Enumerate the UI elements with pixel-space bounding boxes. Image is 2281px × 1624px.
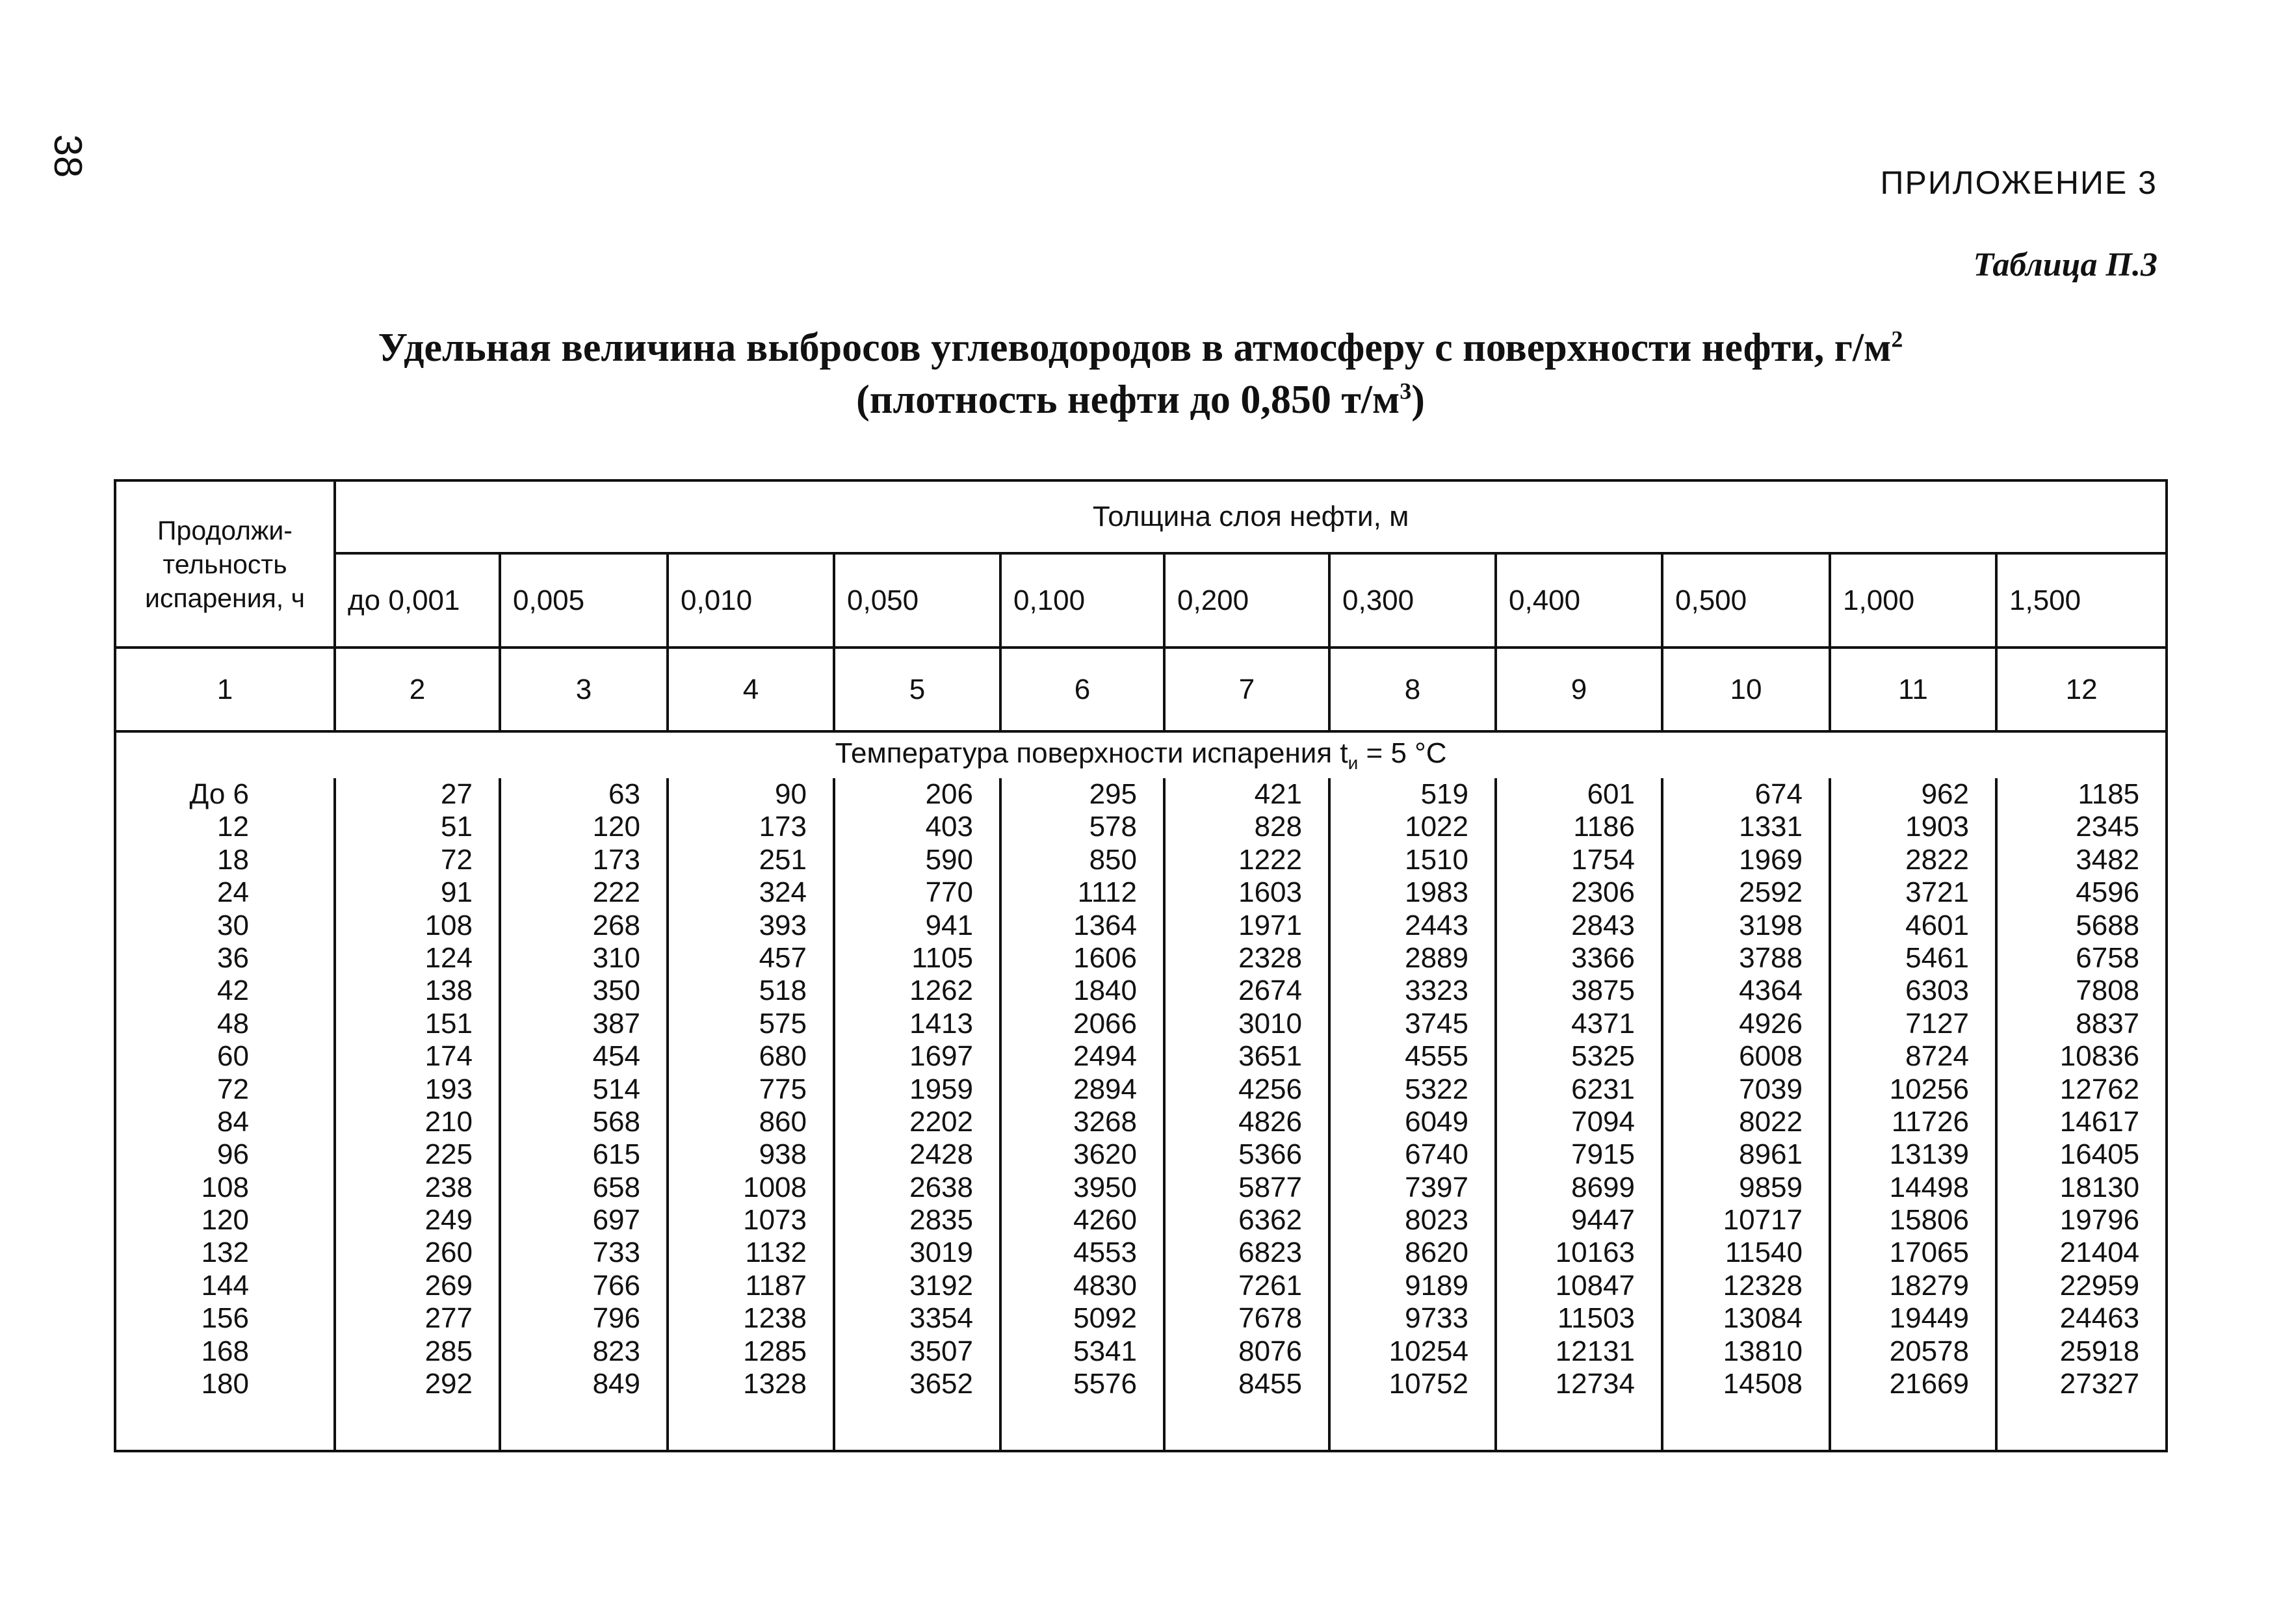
value-cell: 454 bbox=[592, 1040, 640, 1073]
value-cell: 18279 bbox=[1889, 1269, 1969, 1302]
value-cell: 1606 bbox=[1073, 941, 1137, 974]
value-cell: 4553 bbox=[1073, 1237, 1137, 1269]
value-cell: 766 bbox=[592, 1269, 640, 1302]
value-cell: 222 bbox=[592, 876, 640, 909]
value-cell: 849 bbox=[592, 1368, 640, 1400]
thickness-header: Толщина слоя нефти, м bbox=[335, 480, 2167, 553]
value-cell: 2328 bbox=[1238, 941, 1302, 974]
value-cell: 962 bbox=[1921, 778, 1969, 810]
value-cell: 20578 bbox=[1889, 1335, 1969, 1367]
value-cell: 27327 bbox=[2059, 1368, 2140, 1400]
thickness-column-header: 0,005 bbox=[500, 553, 668, 648]
hours-cell: 48 bbox=[217, 1007, 249, 1040]
value-cell: 828 bbox=[1254, 811, 1302, 843]
value-cell: 9447 bbox=[1571, 1204, 1635, 1237]
value-cell: 3721 bbox=[1905, 876, 1969, 909]
value-cell: 2443 bbox=[1405, 909, 1468, 941]
thickness-column-header: 0,100 bbox=[1000, 553, 1164, 648]
value-cell: 7397 bbox=[1405, 1171, 1468, 1203]
hours-cell: 84 bbox=[217, 1105, 249, 1138]
value-cell: 2822 bbox=[1905, 843, 1969, 876]
thickness-column-header: 0,050 bbox=[834, 553, 1000, 648]
value-column bbox=[834, 778, 1000, 1451]
value-cell: 3354 bbox=[909, 1302, 973, 1335]
value-cell: 7094 bbox=[1571, 1105, 1635, 1138]
data-body-row bbox=[115, 778, 2167, 1451]
value-cell: 403 bbox=[925, 811, 973, 843]
value-cell: 1186 bbox=[1573, 811, 1635, 843]
thickness-column-header: 1,500 bbox=[1996, 553, 2167, 648]
value-cell: 4555 bbox=[1405, 1040, 1468, 1073]
value-cell: 6823 bbox=[1238, 1237, 1302, 1269]
value-cell: 2835 bbox=[909, 1204, 973, 1237]
value-cell: 15806 bbox=[1889, 1204, 1969, 1237]
value-cell: 324 bbox=[759, 876, 807, 909]
value-cell: 3788 bbox=[1739, 941, 1803, 974]
value-cell: 568 bbox=[592, 1105, 640, 1138]
title-line2-sup: 3 bbox=[1400, 378, 1412, 404]
value-cell: 1969 bbox=[1739, 843, 1803, 876]
value-cell: 1840 bbox=[1073, 975, 1137, 1007]
value-column bbox=[1996, 778, 2167, 1451]
value-column bbox=[1164, 778, 1329, 1451]
value-column bbox=[1329, 778, 1496, 1451]
value-cell: 3268 bbox=[1073, 1105, 1137, 1138]
value-cell: 13139 bbox=[1889, 1138, 1969, 1171]
value-cell: 4926 bbox=[1739, 1007, 1803, 1040]
value-cell: 225 bbox=[424, 1138, 473, 1171]
value-cell: 260 bbox=[424, 1237, 473, 1269]
value-cell: 2494 bbox=[1073, 1040, 1137, 1073]
hours-column bbox=[115, 778, 335, 1451]
hours-cell: 144 bbox=[201, 1269, 249, 1302]
value-cell: 350 bbox=[592, 975, 640, 1007]
value-cell: 3652 bbox=[909, 1368, 973, 1400]
value-cell: 63 bbox=[608, 778, 640, 810]
column-number-cell: 6 bbox=[1000, 648, 1164, 731]
thickness-column-header: 0,300 bbox=[1329, 553, 1496, 648]
value-cell: 1105 bbox=[911, 941, 973, 974]
value-cell: 21404 bbox=[2059, 1237, 2140, 1269]
value-cell: 1328 bbox=[743, 1368, 807, 1400]
value-cell: 860 bbox=[759, 1105, 807, 1138]
value-cell: 823 bbox=[592, 1335, 640, 1367]
value-cell: 4260 bbox=[1073, 1204, 1137, 1237]
value-cell: 10752 bbox=[1388, 1368, 1468, 1400]
section-value: = 5 °С bbox=[1358, 737, 1447, 770]
column-number-row bbox=[115, 648, 2167, 731]
value-cell: 13810 bbox=[1723, 1335, 1803, 1367]
value-cell: 2306 bbox=[1571, 876, 1635, 909]
value-cell: 269 bbox=[424, 1269, 473, 1302]
value-cell: 277 bbox=[424, 1302, 473, 1335]
value-cell: 10717 bbox=[1723, 1204, 1803, 1237]
hours-cell: 156 bbox=[201, 1302, 249, 1335]
value-cell: 16405 bbox=[2059, 1138, 2140, 1171]
thickness-column-header: 1,000 bbox=[1830, 553, 1996, 648]
value-cell: 9189 bbox=[1405, 1269, 1468, 1302]
value-cell: 770 bbox=[925, 876, 973, 909]
value-cell: 10836 bbox=[2059, 1040, 2140, 1073]
title-line1-text: Удельная величина выбросов углеводородов в атмосферу с поверхности нефти, г/м bbox=[378, 326, 1892, 370]
value-cell: 4256 bbox=[1238, 1073, 1302, 1105]
value-cell: 4601 bbox=[1905, 909, 1969, 941]
value-cell: 393 bbox=[759, 909, 807, 941]
value-cell: 14508 bbox=[1723, 1368, 1803, 1400]
value-cell: 124 bbox=[424, 941, 473, 974]
table-title-line2 bbox=[0, 377, 2281, 423]
value-cell: 4830 bbox=[1073, 1269, 1137, 1302]
value-cell: 310 bbox=[592, 941, 640, 974]
value-cell: 6362 bbox=[1238, 1204, 1302, 1237]
column-number-cell: 12 bbox=[1996, 648, 2167, 731]
value-cell: 8699 bbox=[1571, 1171, 1635, 1203]
value-cell: 3198 bbox=[1739, 909, 1803, 941]
value-cell: 2889 bbox=[1405, 941, 1468, 974]
value-cell: 11726 bbox=[1891, 1105, 1969, 1138]
value-cell: 2843 bbox=[1571, 909, 1635, 941]
hours-cell: 30 bbox=[217, 909, 249, 941]
value-cell: 2638 bbox=[909, 1171, 973, 1203]
value-cell: 7261 bbox=[1238, 1269, 1302, 1302]
hours-cell: 132 bbox=[201, 1237, 249, 1269]
value-cell: 3019 bbox=[909, 1237, 973, 1269]
value-cell: 615 bbox=[592, 1138, 640, 1171]
page-number: 38 bbox=[46, 134, 90, 178]
title-line2-post: ) bbox=[1411, 378, 1425, 422]
value-cell: 19449 bbox=[1889, 1302, 1969, 1335]
value-cell: 295 bbox=[1089, 778, 1137, 810]
value-cell: 8961 bbox=[1739, 1138, 1803, 1171]
value-cell: 12762 bbox=[2059, 1073, 2140, 1105]
value-cell: 3745 bbox=[1405, 1007, 1468, 1040]
column-number-cell: 3 bbox=[500, 648, 668, 731]
value-column bbox=[1662, 778, 1830, 1451]
value-cell: 5325 bbox=[1571, 1040, 1635, 1073]
hours-cell: 108 bbox=[201, 1171, 249, 1203]
column-number-cell: 4 bbox=[668, 648, 834, 731]
value-cell: 12131 bbox=[1555, 1335, 1635, 1367]
value-cell: 1697 bbox=[909, 1040, 973, 1073]
value-cell: 5877 bbox=[1238, 1171, 1302, 1203]
value-cell: 22959 bbox=[2059, 1269, 2140, 1302]
hours-cell: 180 bbox=[201, 1368, 249, 1400]
column-number-cell: 10 bbox=[1662, 648, 1830, 731]
column-number-cell: 9 bbox=[1496, 648, 1662, 731]
column-number-cell: 5 bbox=[834, 648, 1000, 731]
column-number-cell: 7 bbox=[1164, 648, 1329, 731]
value-cell: 1510 bbox=[1405, 843, 1468, 876]
value-cell: 10254 bbox=[1388, 1335, 1468, 1367]
hours-cell: 168 bbox=[201, 1335, 249, 1367]
value-cell: 1262 bbox=[909, 975, 973, 1007]
thickness-column-header: 0,010 bbox=[668, 553, 834, 648]
value-cell: 1112 bbox=[1077, 876, 1137, 909]
value-cell: 1285 bbox=[743, 1335, 807, 1367]
value-cell: 514 bbox=[592, 1073, 640, 1105]
value-cell: 14617 bbox=[2059, 1105, 2140, 1138]
value-cell: 601 bbox=[1587, 778, 1635, 810]
title-line2-pre: (плотность нефти до 0,850 т/м bbox=[856, 378, 1400, 422]
value-cell: 10847 bbox=[1555, 1269, 1635, 1302]
hours-cell: До 6 bbox=[189, 778, 249, 810]
thickness-columns-row bbox=[115, 553, 2167, 648]
value-cell: 8022 bbox=[1739, 1105, 1803, 1138]
value-cell: 2428 bbox=[909, 1138, 973, 1171]
column-number-cell: 11 bbox=[1830, 648, 1996, 731]
value-cell: 680 bbox=[759, 1040, 807, 1073]
value-cell: 13084 bbox=[1723, 1302, 1803, 1335]
value-cell: 6303 bbox=[1905, 975, 1969, 1007]
thickness-column-header: 0,200 bbox=[1164, 553, 1329, 648]
value-cell: 3507 bbox=[909, 1335, 973, 1367]
value-cell: 3323 bbox=[1405, 975, 1468, 1007]
value-cell: 193 bbox=[424, 1073, 473, 1105]
value-cell: 519 bbox=[1420, 778, 1468, 810]
value-cell: 6049 bbox=[1405, 1105, 1468, 1138]
value-cell: 14498 bbox=[1889, 1171, 1969, 1203]
thickness-column-header: 0,400 bbox=[1496, 553, 1662, 648]
value-cell: 7678 bbox=[1238, 1302, 1302, 1335]
value-cell: 4371 bbox=[1571, 1007, 1635, 1040]
value-cell: 2592 bbox=[1739, 876, 1803, 909]
value-cell: 238 bbox=[424, 1171, 473, 1203]
hours-cell: 36 bbox=[217, 941, 249, 974]
value-cell: 590 bbox=[925, 843, 973, 876]
value-cell: 9733 bbox=[1405, 1302, 1468, 1335]
value-cell: 4596 bbox=[2076, 876, 2140, 909]
table-label: Таблица П.3 bbox=[1973, 246, 2157, 283]
value-cell: 850 bbox=[1089, 843, 1137, 876]
value-cell: 3010 bbox=[1238, 1007, 1302, 1040]
value-cell: 173 bbox=[592, 843, 640, 876]
value-cell: 12734 bbox=[1555, 1368, 1635, 1400]
value-cell: 292 bbox=[424, 1368, 473, 1400]
value-cell: 90 bbox=[775, 778, 807, 810]
value-cell: 2202 bbox=[909, 1105, 973, 1138]
value-cell: 1903 bbox=[1905, 811, 1969, 843]
value-cell: 421 bbox=[1254, 778, 1302, 810]
value-cell: 173 bbox=[759, 811, 807, 843]
section-label: Температура поверхности испарения t bbox=[835, 737, 1348, 770]
value-cell: 3366 bbox=[1571, 941, 1635, 974]
value-cell: 8724 bbox=[1905, 1040, 1969, 1073]
value-cell: 6008 bbox=[1739, 1040, 1803, 1073]
value-cell: 7127 bbox=[1905, 1007, 1969, 1040]
value-cell: 174 bbox=[424, 1040, 473, 1073]
value-cell: 4364 bbox=[1739, 975, 1803, 1007]
value-cell: 138 bbox=[424, 975, 473, 1007]
hours-cell: 18 bbox=[217, 843, 249, 876]
hours-cell: 72 bbox=[217, 1073, 249, 1105]
value-cell: 3875 bbox=[1571, 975, 1635, 1007]
value-cell: 151 bbox=[424, 1007, 473, 1040]
section-row bbox=[115, 731, 2167, 778]
value-cell: 578 bbox=[1089, 811, 1137, 843]
value-cell: 5092 bbox=[1073, 1302, 1137, 1335]
value-cell: 5576 bbox=[1073, 1368, 1137, 1400]
value-cell: 2066 bbox=[1073, 1007, 1137, 1040]
value-column bbox=[335, 778, 500, 1451]
value-cell: 11540 bbox=[1725, 1237, 1803, 1269]
value-cell: 3620 bbox=[1073, 1138, 1137, 1171]
value-cell: 3651 bbox=[1238, 1040, 1302, 1073]
value-cell: 938 bbox=[759, 1138, 807, 1171]
value-cell: 4826 bbox=[1238, 1105, 1302, 1138]
value-cell: 5366 bbox=[1238, 1138, 1302, 1171]
value-cell: 91 bbox=[441, 876, 473, 909]
value-cell: 120 bbox=[592, 811, 640, 843]
hours-cell: 12 bbox=[217, 811, 249, 843]
value-cell: 1413 bbox=[909, 1007, 973, 1040]
value-cell: 24463 bbox=[2059, 1302, 2140, 1335]
value-cell: 25918 bbox=[2059, 1335, 2140, 1367]
hours-cell: 60 bbox=[217, 1040, 249, 1073]
value-cell: 575 bbox=[759, 1007, 807, 1040]
value-cell: 7039 bbox=[1739, 1073, 1803, 1105]
value-cell: 697 bbox=[592, 1204, 640, 1237]
value-cell: 285 bbox=[424, 1335, 473, 1367]
value-cell: 8076 bbox=[1238, 1335, 1302, 1367]
value-cell: 1185 bbox=[2078, 778, 2140, 810]
value-cell: 19796 bbox=[2059, 1204, 2140, 1237]
thickness-column-header: до 0,001 bbox=[335, 553, 500, 648]
value-cell: 27 bbox=[441, 778, 473, 810]
value-cell: 1187 bbox=[745, 1269, 807, 1302]
value-cell: 1073 bbox=[743, 1204, 807, 1237]
value-cell: 1222 bbox=[1238, 843, 1302, 876]
value-cell: 1603 bbox=[1238, 876, 1302, 909]
value-cell: 5688 bbox=[2076, 909, 2140, 941]
value-cell: 7808 bbox=[2076, 975, 2140, 1007]
value-cell: 2674 bbox=[1238, 975, 1302, 1007]
value-column bbox=[1830, 778, 1996, 1451]
value-cell: 457 bbox=[759, 941, 807, 974]
value-cell: 1331 bbox=[1739, 811, 1803, 843]
value-cell: 206 bbox=[925, 778, 973, 810]
hours-cell: 42 bbox=[217, 975, 249, 1007]
value-cell: 8023 bbox=[1405, 1204, 1468, 1237]
value-cell: 5341 bbox=[1073, 1335, 1137, 1367]
value-cell: 518 bbox=[759, 975, 807, 1007]
value-cell: 3950 bbox=[1073, 1171, 1137, 1203]
value-cell: 12328 bbox=[1723, 1269, 1803, 1302]
emissions-table bbox=[114, 479, 2168, 1452]
value-cell: 108 bbox=[424, 909, 473, 941]
temperature-section-label bbox=[115, 731, 2167, 778]
value-column bbox=[1496, 778, 1662, 1451]
value-cell: 10256 bbox=[1889, 1073, 1969, 1105]
value-cell: 72 bbox=[441, 843, 473, 876]
value-cell: 1983 bbox=[1405, 876, 1468, 909]
value-cell: 210 bbox=[424, 1105, 473, 1138]
value-cell: 18130 bbox=[2059, 1171, 2140, 1203]
value-cell: 268 bbox=[592, 909, 640, 941]
value-cell: 8837 bbox=[2076, 1007, 2140, 1040]
value-cell: 17065 bbox=[1889, 1237, 1969, 1269]
appendix-heading: ПРИЛОЖЕНИЕ 3 bbox=[1880, 164, 2157, 201]
value-cell: 1132 bbox=[745, 1237, 807, 1269]
value-cell: 9859 bbox=[1739, 1171, 1803, 1203]
value-cell: 10163 bbox=[1555, 1237, 1635, 1269]
table-title-line1 bbox=[0, 325, 2281, 371]
duration-header: Продолжи-тельность испарения, ч bbox=[115, 480, 335, 648]
value-cell: 8620 bbox=[1405, 1237, 1468, 1269]
value-cell: 51 bbox=[441, 811, 473, 843]
thickness-column-header: 0,500 bbox=[1662, 553, 1830, 648]
value-cell: 674 bbox=[1754, 778, 1803, 810]
value-cell: 8455 bbox=[1238, 1368, 1302, 1400]
value-cell: 251 bbox=[759, 843, 807, 876]
section-sub: и bbox=[1348, 752, 1359, 773]
value-column bbox=[500, 778, 668, 1451]
value-cell: 1754 bbox=[1571, 843, 1635, 876]
value-cell: 1959 bbox=[909, 1073, 973, 1105]
value-cell: 941 bbox=[925, 909, 973, 941]
value-cell: 6740 bbox=[1405, 1138, 1468, 1171]
value-cell: 11503 bbox=[1557, 1302, 1635, 1335]
value-cell: 3192 bbox=[909, 1269, 973, 1302]
value-cell: 5322 bbox=[1405, 1073, 1468, 1105]
column-number-cell: 8 bbox=[1329, 648, 1496, 731]
value-cell: 21669 bbox=[1889, 1368, 1969, 1400]
value-cell: 1364 bbox=[1073, 909, 1137, 941]
value-cell: 6231 bbox=[1571, 1073, 1635, 1105]
value-cell: 658 bbox=[592, 1171, 640, 1203]
hours-cell: 96 bbox=[217, 1138, 249, 1171]
value-cell: 1022 bbox=[1405, 811, 1468, 843]
value-cell: 2345 bbox=[2076, 811, 2140, 843]
value-cell: 6758 bbox=[2076, 941, 2140, 974]
value-cell: 733 bbox=[592, 1237, 640, 1269]
hours-cell: 24 bbox=[217, 876, 249, 909]
value-cell: 796 bbox=[592, 1302, 640, 1335]
value-cell: 1971 bbox=[1238, 909, 1302, 941]
column-number-cell: 2 bbox=[335, 648, 500, 731]
value-cell: 1008 bbox=[743, 1171, 807, 1203]
value-cell: 3482 bbox=[2076, 843, 2140, 876]
value-cell: 5461 bbox=[1905, 941, 1969, 974]
value-column bbox=[668, 778, 834, 1451]
title-line1-sup: 2 bbox=[1891, 326, 1903, 352]
value-cell: 387 bbox=[592, 1007, 640, 1040]
value-cell: 775 bbox=[759, 1073, 807, 1105]
column-number-cell: 1 bbox=[115, 648, 335, 731]
hours-cell: 120 bbox=[201, 1204, 249, 1237]
value-cell: 1238 bbox=[743, 1302, 807, 1335]
value-cell: 7915 bbox=[1571, 1138, 1635, 1171]
value-cell: 2894 bbox=[1073, 1073, 1137, 1105]
value-cell: 249 bbox=[424, 1204, 473, 1237]
value-column bbox=[1000, 778, 1164, 1451]
